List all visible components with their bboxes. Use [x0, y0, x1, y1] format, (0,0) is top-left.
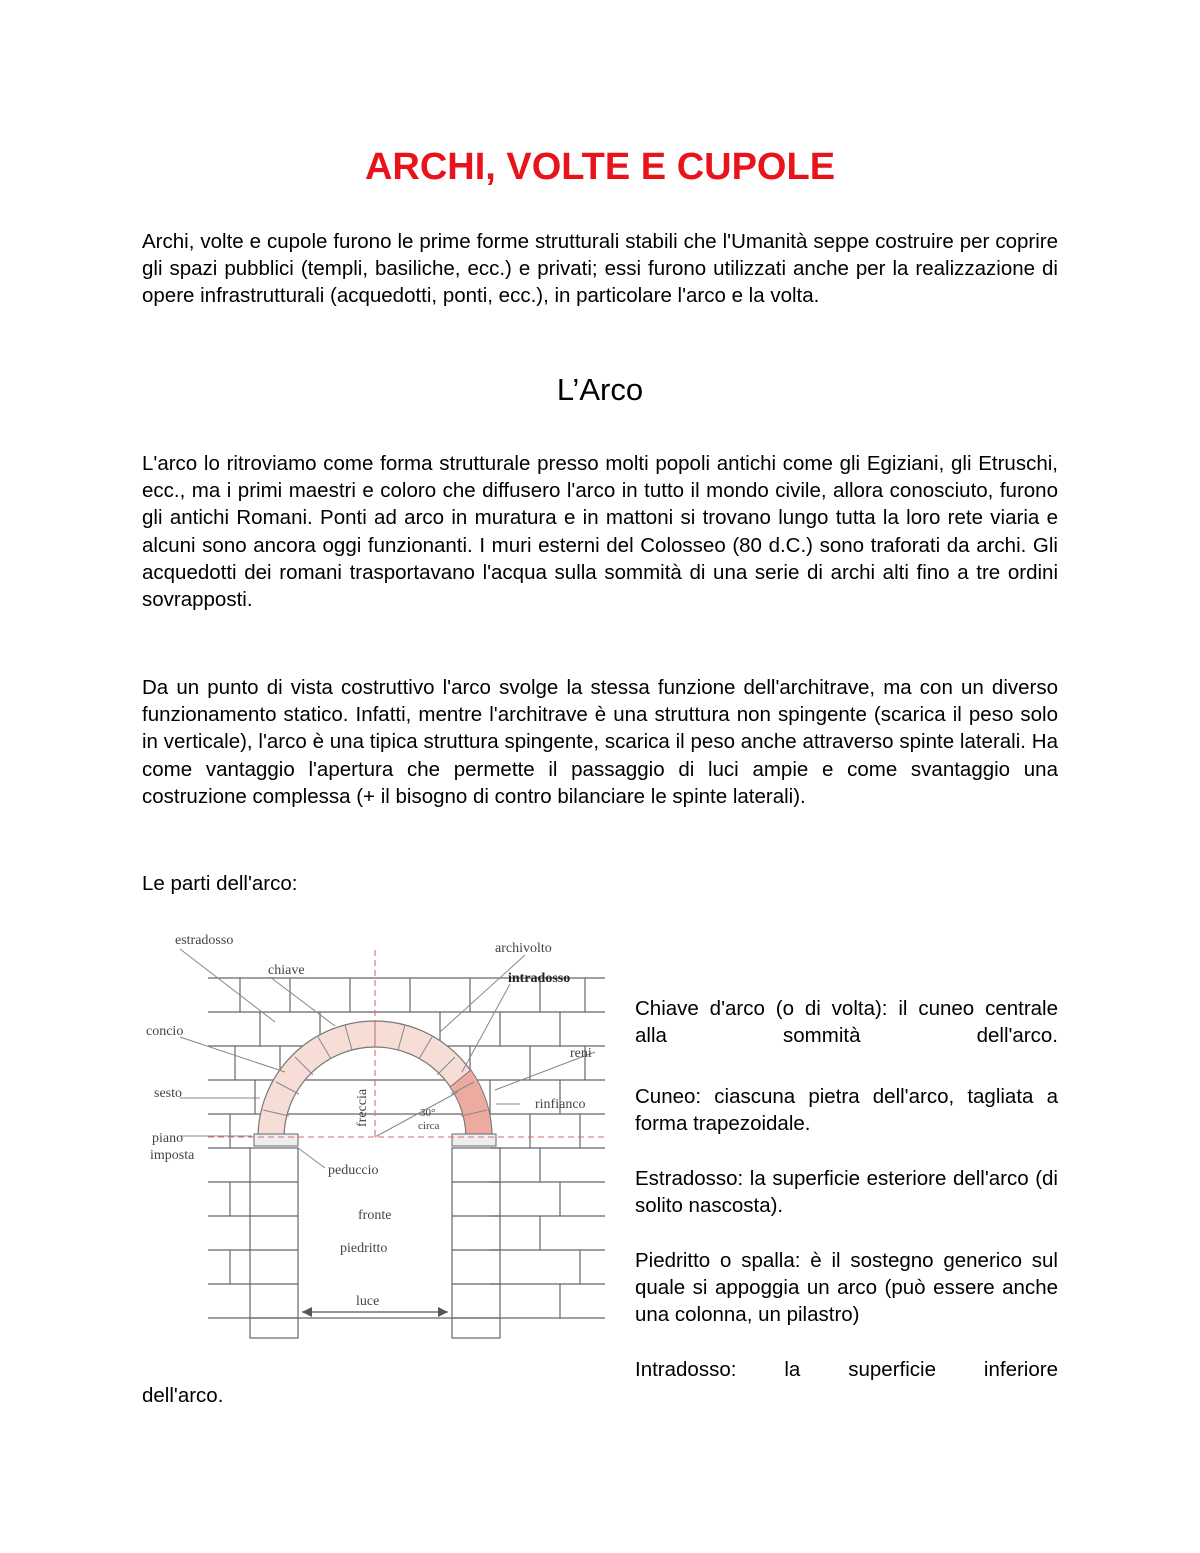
- label-peduccio: peduccio: [328, 1163, 379, 1178]
- label-estradosso: estradosso: [175, 933, 234, 948]
- section-title: L’Arco: [556, 372, 644, 407]
- label-fronte: fronte: [358, 1208, 392, 1223]
- label-concio: concio: [146, 1024, 184, 1039]
- label-reni: reni: [570, 1046, 592, 1061]
- label-circa: circa: [418, 1120, 440, 1132]
- definition-chiave: Chiave d'arco (o di volta): il cuneo centrale alla sommità dell'arco.: [635, 997, 1058, 1048]
- definition-intradosso-tail: dell'arco.: [142, 1384, 224, 1407]
- page-title: ARCHI, VOLTE E CUPOLE: [364, 146, 836, 188]
- label-luce: luce: [356, 1294, 380, 1309]
- definition-cuneo: Cuneo: ciascuna pietra dell'arco, tagliata a forma trapezoidale.: [635, 1085, 1058, 1136]
- label-rinfianco: rinfianco: [535, 1097, 586, 1112]
- label-angle: 30°: [420, 1107, 436, 1119]
- label-piano: piano: [152, 1131, 184, 1146]
- definition-piedritto: Piedritto o spalla: è il sostegno generico sul quale si appoggia un arco (può essere anche una colonna, un pilastro): [635, 1249, 1058, 1327]
- label-freccia: freccia: [355, 1088, 370, 1127]
- label-intradosso: intradosso: [508, 971, 571, 986]
- paragraph-history: L'arco lo ritroviamo come forma strutturale presso molti popoli antichi come gli Egiziani, gli Etruschi, ecc., ma i primi maestri e coloro che diffusero l'arco in tutto il mondo civile, allora conosciuto, furono gli antichi Romani. Ponti ad arco in muratura e in mattoni si trovano lungo tutta la loro rete viaria e alcuni sono ancora oggi funzionanti. I muri esterni del Colosseo (80 d.C.) sono traforati da archi. Gli acquedotti dei romani trasportavano l'acqua sulla sommità di una serie di archi alti fino a tre ordini sovrapposti.: [142, 452, 1058, 612]
- label-piedritto: piedritto: [340, 1241, 388, 1256]
- definition-estradosso: Estradosso: la superficie esteriore dell'arco (di solito nascosta).: [635, 1167, 1058, 1218]
- definition-intradosso: Intradosso: la superficie inferiore: [635, 1358, 1058, 1381]
- label-imposta: imposta: [150, 1148, 195, 1163]
- parts-intro: Le parti dell'arco:: [142, 872, 298, 895]
- label-sesto: sesto: [154, 1086, 182, 1101]
- label-chiave: chiave: [268, 963, 305, 978]
- label-archivolto: archivolto: [495, 941, 552, 956]
- intro-paragraph: Archi, volte e cupole furono le prime forme strutturali stabili che l'Umanità seppe costruire per coprire gli spazi pubblici (templi, basiliche, ecc.) e privati; essi furono utilizzati anche per la realizzazione di opere infrastrutturali (acquedotti, ponti, ecc.), in particolare l'arco e la volta.: [142, 230, 1058, 308]
- arch-diagram: [140, 922, 610, 1354]
- paragraph-statics: Da un punto di vista costruttivo l'arco svolge la stessa funzione dell'architrave, ma con un diverso funzionamento statico. Infatti, mentre l'architrave è una struttura non spingente (scarica il peso solo in verticale), l'arco è una tipica struttura spingente, scarica il peso anche attraverso spinte laterali. Ha come vantaggio l'apertura che permette il passaggio di luci ampie e come svantaggio una costruzione complessa (+ il bisogno di contro bilanciare le spinte laterali).: [142, 676, 1058, 808]
